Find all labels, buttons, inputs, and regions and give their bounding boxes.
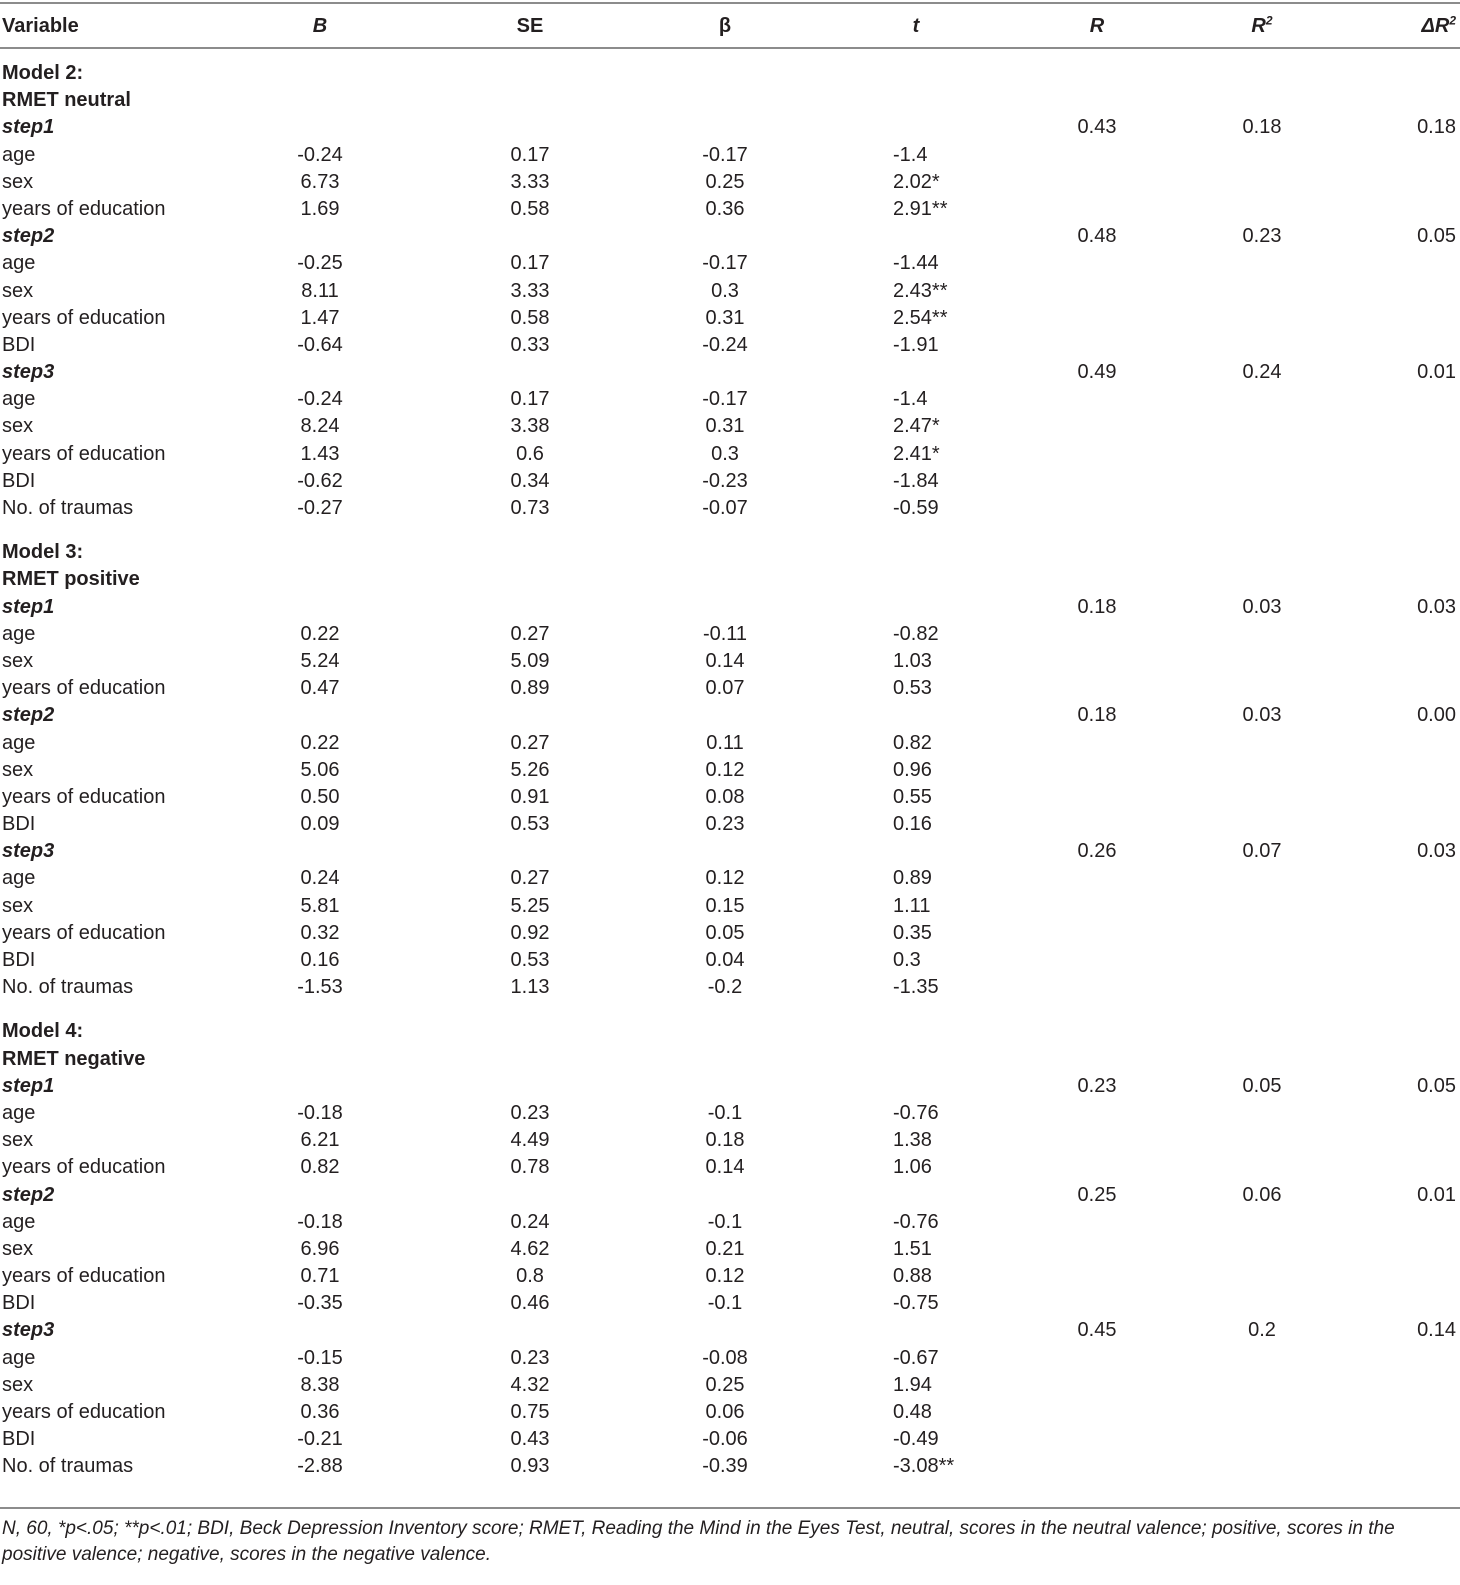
cell-r: 0.48 — [1077, 225, 1117, 248]
table-row — [0, 441, 1460, 468]
cell-b: 5.81 — [300, 894, 340, 917]
model-title-row — [0, 1018, 1460, 1045]
cell-se: 0.93 — [510, 1455, 550, 1478]
cell-t: 0.48 — [893, 1401, 932, 1423]
step-row — [0, 114, 1460, 141]
cell-variable: age — [2, 143, 36, 166]
cell-t: 1.51 — [893, 1237, 932, 1260]
cell-variable: sex — [2, 170, 34, 193]
cell-beta: -0.1 — [707, 1101, 743, 1124]
cell-beta: -0.17 — [702, 143, 748, 166]
cell-b: 0.22 — [300, 731, 340, 754]
cell-r: 0.26 — [1077, 840, 1117, 863]
cell-b: 0.22 — [300, 622, 340, 645]
cell-se: 3.38 — [510, 415, 550, 438]
cell-delta-r-squared: 0.14 — [1417, 1319, 1456, 1342]
cell-beta: -0.07 — [702, 497, 748, 519]
cell-r: 0.25 — [1077, 1183, 1117, 1206]
cell-t: 2.41* — [893, 442, 940, 465]
cell-beta: 0.31 — [705, 306, 745, 329]
step-row — [0, 702, 1460, 729]
cell-se: 0.24 — [510, 1210, 550, 1233]
table-row — [0, 648, 1460, 675]
cell-se: 3.33 — [510, 170, 550, 193]
model-title: Model 2: — [2, 62, 84, 84]
table-row — [0, 169, 1460, 196]
cell-t: 0.3 — [893, 949, 921, 971]
cell-r: 0.45 — [1077, 1319, 1117, 1342]
cell-variable: years of education — [2, 197, 166, 220]
step-label: step2 — [2, 704, 55, 727]
cell-variable: No. of traumas — [2, 1455, 134, 1478]
table-row — [0, 332, 1460, 359]
cell-variable: age — [2, 1101, 36, 1124]
cell-se: 4.62 — [510, 1237, 550, 1260]
cell-se: 0.53 — [510, 813, 550, 836]
step-label: step1 — [2, 116, 55, 139]
cell-variable: age — [2, 388, 36, 411]
table-header-rule — [0, 47, 1460, 49]
cell-b: -0.35 — [297, 1292, 343, 1315]
cell-beta: -0.1 — [707, 1210, 743, 1233]
cell-b: 0.32 — [300, 921, 340, 944]
cell-variable: BDI — [2, 813, 36, 836]
cell-delta-r-squared: 0.18 — [1417, 116, 1456, 139]
table-row — [0, 1290, 1460, 1317]
cell-se: 0.58 — [510, 306, 550, 329]
cell-t: 2.02* — [893, 170, 940, 193]
cell-r-squared: 0.24 — [1242, 361, 1282, 384]
cell-variable: sex — [2, 279, 34, 302]
cell-beta: 0.11 — [706, 731, 744, 754]
cell-b: 1.43 — [300, 442, 340, 465]
table-row — [0, 675, 1460, 702]
table-bottom-rule — [0, 1507, 1460, 1509]
table-row — [0, 250, 1460, 277]
table-row — [0, 757, 1460, 784]
table-row — [0, 730, 1460, 757]
cell-r-squared: 0.07 — [1242, 840, 1282, 863]
cell-b: -0.21 — [297, 1428, 343, 1451]
table-row — [0, 1372, 1460, 1399]
cell-variable: years of education — [2, 921, 166, 944]
cell-se: 0.17 — [510, 252, 550, 275]
cell-r-squared: 0.23 — [1242, 225, 1282, 248]
model-title: Model 4: — [2, 1020, 84, 1043]
cell-b: 1.69 — [300, 197, 340, 220]
cell-se: 4.49 — [510, 1129, 550, 1152]
header-b: B — [312, 15, 328, 37]
step-label: step3 — [2, 1319, 55, 1342]
table-row — [0, 784, 1460, 811]
table-row — [0, 811, 1460, 838]
cell-r-squared: 0.06 — [1242, 1183, 1282, 1206]
cell-beta: 0.15 — [705, 894, 745, 917]
table-row — [0, 1209, 1460, 1236]
header-r: R — [1089, 15, 1105, 37]
cell-variable: age — [2, 731, 36, 754]
cell-delta-r-squared: 0.05 — [1417, 1074, 1456, 1097]
step-label: step3 — [2, 361, 55, 384]
table-row — [0, 1426, 1460, 1453]
table-row — [0, 1127, 1460, 1154]
cell-t: 1.06 — [893, 1156, 932, 1179]
cell-beta: 0.14 — [705, 649, 745, 672]
cell-t: -1.35 — [893, 976, 939, 999]
cell-se: 0.34 — [510, 469, 550, 492]
cell-variable: age — [2, 867, 36, 890]
cell-b: 8.24 — [300, 415, 340, 438]
header-se: SE — [516, 15, 544, 37]
cell-variable: years of education — [2, 1156, 166, 1179]
table-row — [0, 865, 1460, 892]
cell-r-squared: 0.03 — [1242, 595, 1282, 618]
cell-delta-r-squared: 0.01 — [1417, 1183, 1456, 1206]
cell-t: 0.89 — [893, 867, 932, 890]
cell-b: 1.47 — [300, 306, 340, 329]
cell-t: -1.4 — [893, 143, 928, 166]
step-row — [0, 1182, 1460, 1209]
cell-t: -0.67 — [893, 1346, 939, 1369]
model-title: Model 3: — [2, 541, 84, 564]
cell-variable: age — [2, 622, 36, 645]
cell-r: 0.18 — [1077, 595, 1117, 618]
cell-t: 0.82 — [893, 731, 932, 754]
cell-se: 0.43 — [510, 1428, 550, 1451]
table-row — [0, 974, 1460, 1001]
cell-se: 1.13 — [510, 976, 550, 999]
cell-variable: years of education — [2, 306, 166, 329]
step-row — [0, 223, 1460, 250]
cell-t: -1.91 — [893, 333, 939, 356]
cell-se: 0.17 — [510, 143, 550, 166]
cell-b: -0.24 — [297, 143, 343, 166]
step-label: step2 — [2, 225, 55, 248]
table-row — [0, 920, 1460, 947]
cell-b: -0.62 — [297, 469, 343, 492]
step-label: step2 — [2, 1183, 55, 1206]
cell-delta-r-squared: 0.03 — [1417, 595, 1456, 618]
cell-t: 0.55 — [893, 785, 932, 808]
cell-t: 0.53 — [893, 677, 932, 700]
cell-b: 0.16 — [300, 949, 340, 971]
cell-variable: BDI — [2, 1428, 36, 1451]
header-r2-sup: 2 — [1265, 13, 1273, 28]
cell-se: 5.26 — [510, 758, 550, 781]
cell-r: 0.43 — [1077, 116, 1117, 139]
header-t: t — [912, 15, 920, 37]
cell-b: 0.47 — [300, 677, 340, 700]
header-delta-r-squared — [1421, 12, 1456, 40]
cell-variable: sex — [2, 1237, 34, 1260]
cell-r: 0.18 — [1077, 704, 1117, 727]
cell-se: 0.78 — [510, 1156, 550, 1179]
table-row — [0, 1100, 1460, 1127]
cell-t: -0.49 — [893, 1428, 939, 1451]
table-row — [0, 142, 1460, 169]
model-title-row — [0, 539, 1460, 566]
step-label: step1 — [2, 595, 55, 618]
step-label: step3 — [2, 840, 55, 863]
table-row — [0, 278, 1460, 305]
cell-se: 3.33 — [510, 279, 550, 302]
cell-beta: 0.14 — [705, 1156, 745, 1179]
cell-se: 0.17 — [510, 388, 550, 411]
cell-beta: -0.1 — [707, 1292, 743, 1315]
header-dr2-base: ΔR — [1421, 15, 1450, 37]
table-row — [0, 1399, 1460, 1426]
model-subtitle: RMET negative — [2, 1047, 146, 1070]
cell-r: 0.23 — [1077, 1074, 1117, 1097]
cell-variable: sex — [2, 758, 34, 781]
model-subtitle: RMET positive — [2, 568, 140, 591]
cell-se: 0.73 — [510, 497, 550, 519]
cell-b: 6.96 — [300, 1237, 340, 1260]
cell-beta: 0.25 — [705, 170, 745, 193]
cell-beta: -0.17 — [702, 388, 748, 411]
step-row — [0, 1073, 1460, 1100]
step-row — [0, 359, 1460, 386]
cell-beta: 0.36 — [705, 197, 745, 220]
table-row — [0, 413, 1460, 440]
table-row — [0, 1154, 1460, 1181]
cell-b: 0.09 — [300, 813, 340, 836]
cell-t: -0.59 — [893, 497, 939, 519]
cell-b: 8.38 — [300, 1373, 340, 1396]
cell-se: 0.46 — [510, 1292, 550, 1315]
cell-t: 1.03 — [893, 649, 932, 672]
cell-b: -0.24 — [297, 388, 343, 411]
cell-variable: sex — [2, 1373, 34, 1396]
cell-se: 0.27 — [510, 622, 550, 645]
cell-b: 5.06 — [300, 758, 340, 781]
cell-delta-r-squared: 0.00 — [1417, 704, 1456, 727]
cell-variable: years of education — [2, 1265, 166, 1288]
cell-se: 0.8 — [516, 1265, 544, 1288]
cell-beta: -0.06 — [702, 1428, 748, 1451]
cell-variable: age — [2, 1346, 36, 1369]
cell-r-squared: 0.2 — [1248, 1319, 1276, 1342]
cell-se: 0.58 — [510, 197, 550, 220]
cell-variable: No. of traumas — [2, 497, 134, 519]
cell-beta: 0.23 — [705, 813, 745, 836]
step-row — [0, 838, 1460, 865]
cell-t: 2.47* — [893, 415, 940, 438]
cell-beta: 0.12 — [705, 1265, 745, 1288]
cell-beta: 0.25 — [705, 1373, 745, 1396]
cell-b: -0.18 — [297, 1101, 343, 1124]
cell-se: 0.23 — [510, 1346, 550, 1369]
step-label: step1 — [2, 1074, 55, 1097]
cell-t: -0.82 — [893, 622, 939, 645]
cell-variable: age — [2, 252, 36, 275]
cell-beta: 0.31 — [705, 415, 745, 438]
cell-variable: sex — [2, 649, 34, 672]
cell-beta: -0.39 — [702, 1455, 748, 1478]
cell-se: 0.92 — [510, 921, 550, 944]
table-row — [0, 305, 1460, 332]
cell-b: 6.73 — [300, 170, 340, 193]
cell-b: -0.64 — [297, 333, 343, 356]
model-subtitle-row — [0, 87, 1460, 114]
step-row — [0, 1317, 1460, 1344]
cell-b: -0.25 — [297, 252, 343, 275]
table-row — [0, 621, 1460, 648]
cell-b: 0.36 — [300, 1401, 340, 1423]
header-variable: Variable — [2, 15, 79, 37]
cell-se: 0.6 — [516, 442, 544, 465]
cell-t: -1.84 — [893, 469, 939, 492]
cell-beta: -0.11 — [702, 622, 748, 645]
cell-b: -1.53 — [297, 976, 343, 999]
table-body — [0, 60, 1460, 1481]
cell-se: 0.27 — [510, 731, 550, 754]
cell-se: 0.53 — [510, 949, 550, 971]
table-row — [0, 1345, 1460, 1372]
cell-se: 0.27 — [510, 867, 550, 890]
cell-variable: years of education — [2, 442, 166, 465]
cell-t: 0.96 — [893, 758, 932, 781]
table-row — [0, 1263, 1460, 1290]
cell-t: 0.35 — [893, 921, 932, 944]
cell-beta: 0.21 — [705, 1237, 745, 1260]
cell-b: -0.27 — [297, 497, 343, 519]
cell-beta: 0.12 — [705, 758, 745, 781]
cell-se: 0.33 — [510, 333, 550, 356]
cell-t: -3.08** — [893, 1455, 955, 1478]
cell-b: -0.18 — [297, 1210, 343, 1233]
cell-beta: 0.3 — [711, 442, 739, 465]
cell-t: 2.91** — [893, 197, 948, 220]
cell-t: -1.44 — [893, 252, 939, 275]
table-row — [0, 468, 1460, 495]
cell-t: -0.75 — [893, 1292, 939, 1315]
cell-se: 0.91 — [510, 785, 550, 808]
cell-beta: -0.17 — [702, 252, 748, 275]
cell-beta: -0.2 — [707, 976, 743, 999]
cell-t: -0.76 — [893, 1210, 939, 1233]
cell-se: 0.89 — [510, 677, 550, 700]
cell-b: 6.21 — [300, 1129, 340, 1152]
cell-b: -0.15 — [297, 1346, 343, 1369]
cell-t: -1.4 — [893, 388, 928, 411]
cell-b: 0.24 — [300, 867, 340, 890]
cell-variable: age — [2, 1210, 36, 1233]
cell-b: -2.88 — [297, 1455, 343, 1478]
cell-t: 2.54** — [893, 306, 948, 329]
cell-b: 0.82 — [300, 1156, 340, 1179]
cell-beta: 0.08 — [705, 785, 745, 808]
cell-variable: years of education — [2, 1401, 166, 1423]
cell-t: 2.43** — [893, 279, 948, 302]
header-r2-base: R — [1251, 15, 1266, 37]
cell-se: 0.75 — [510, 1401, 550, 1423]
table-header — [0, 12, 1460, 40]
cell-delta-r-squared: 0.03 — [1417, 840, 1456, 863]
cell-t: 0.88 — [893, 1265, 932, 1288]
cell-variable: BDI — [2, 333, 36, 356]
table-row — [0, 1236, 1460, 1263]
table-row — [0, 196, 1460, 223]
cell-b: 5.24 — [300, 649, 340, 672]
cell-r-squared: 0.18 — [1242, 116, 1282, 139]
cell-beta: 0.05 — [705, 921, 745, 944]
cell-t: -0.76 — [893, 1101, 939, 1124]
cell-delta-r-squared: 0.01 — [1417, 361, 1456, 384]
cell-b: 8.11 — [301, 279, 339, 302]
cell-beta: 0.04 — [705, 949, 745, 971]
header-r-squared — [1251, 12, 1272, 40]
cell-variable: BDI — [2, 949, 36, 971]
cell-r: 0.49 — [1077, 361, 1117, 384]
cell-delta-r-squared: 0.05 — [1417, 225, 1456, 248]
cell-variable: BDI — [2, 469, 36, 492]
cell-beta: 0.07 — [705, 677, 745, 700]
cell-variable: sex — [2, 415, 34, 438]
header-beta: β — [718, 15, 732, 37]
table-top-rule — [0, 2, 1460, 4]
table-row — [0, 495, 1460, 522]
cell-variable: No. of traumas — [2, 976, 134, 999]
cell-variable: sex — [2, 894, 34, 917]
header-dr2-sup: 2 — [1449, 13, 1456, 28]
cell-se: 5.25 — [510, 894, 550, 917]
table-row — [0, 947, 1460, 974]
cell-se: 0.23 — [510, 1101, 550, 1124]
cell-r-squared: 0.05 — [1242, 1074, 1282, 1097]
table-row — [0, 893, 1460, 920]
cell-t: 1.38 — [893, 1129, 932, 1152]
cell-t: 0.16 — [893, 813, 932, 836]
cell-variable: years of education — [2, 785, 166, 808]
model-subtitle-row — [0, 566, 1460, 593]
cell-b: 0.71 — [300, 1265, 340, 1288]
cell-se: 4.32 — [510, 1373, 550, 1396]
cell-beta: -0.24 — [702, 333, 748, 356]
cell-variable: years of education — [2, 677, 166, 700]
cell-se: 5.09 — [510, 649, 550, 672]
table-footnote: N, 60, *p<.05; **p<.01; BDI, Beck Depression Inventory score; RMET, Reading the Mind in the Eyes Test, neutral, scores in the neutral valence; positive, scores in the positive valence; negative, scores in the negative valence. — [2, 1518, 1395, 1565]
model-subtitle: RMET neutral — [2, 89, 131, 112]
cell-beta: -0.08 — [702, 1346, 748, 1369]
cell-beta: 0.12 — [705, 867, 745, 890]
cell-beta: -0.23 — [702, 469, 748, 492]
step-row — [0, 594, 1460, 621]
table-row — [0, 386, 1460, 413]
cell-beta: 0.3 — [711, 279, 739, 302]
cell-b: 0.50 — [300, 785, 340, 808]
cell-t: 1.94 — [893, 1373, 932, 1396]
cell-variable: sex — [2, 1129, 34, 1152]
cell-beta: 0.06 — [705, 1401, 745, 1423]
model-spacer — [0, 522, 1460, 539]
model-spacer — [0, 1001, 1460, 1018]
cell-variable: BDI — [2, 1292, 36, 1315]
model-title-row — [0, 60, 1460, 87]
table-row — [0, 1453, 1460, 1480]
cell-r-squared: 0.03 — [1242, 704, 1282, 727]
model-subtitle-row — [0, 1046, 1460, 1073]
cell-t: 1.11 — [893, 894, 931, 917]
cell-beta: 0.18 — [705, 1129, 745, 1152]
